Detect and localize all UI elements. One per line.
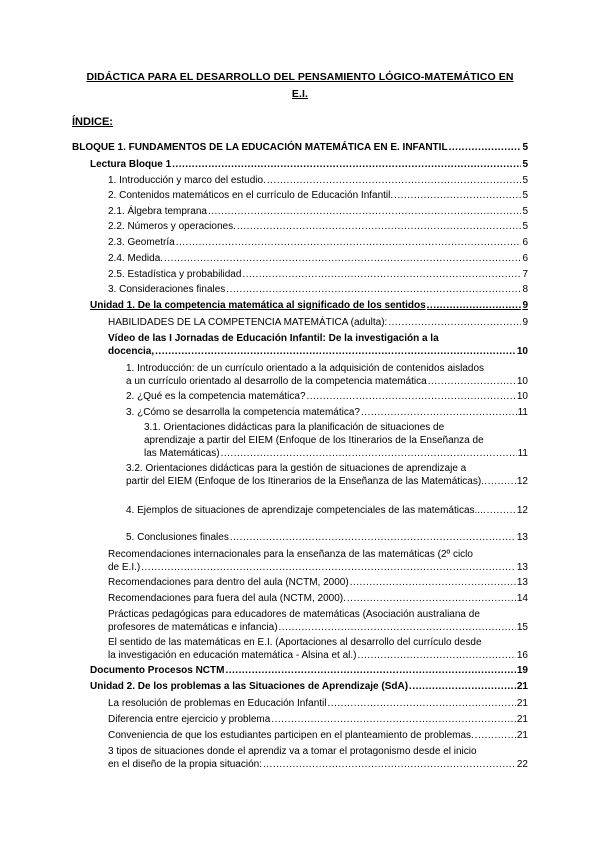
toc-entry[interactable] [108, 592, 528, 605]
toc-entry-title: 3. Consideraciones finales [108, 284, 226, 295]
toc-entry-title-line: 3.2. Orientaciones didácticas para la gestión de situaciones de aprendizaje a [126, 463, 467, 474]
toc-dot-leader [141, 561, 516, 574]
toc-dot-leader [327, 697, 515, 710]
toc-entry-title-line: 3.1. Orientaciones didácticas para la planificación de situaciones de [144, 422, 445, 433]
toc-dot-leader [487, 504, 516, 517]
toc-page-number: 11 [517, 407, 528, 418]
toc-page-number: 21 [516, 730, 528, 741]
toc-entry-last-line [108, 729, 528, 742]
toc-entry-last-line [108, 189, 528, 202]
toc-entry[interactable] [108, 252, 528, 265]
toc-entry-title: Recomendaciones para fuera del aula (NCTM, 2000). [108, 593, 346, 604]
toc-dot-leader [488, 475, 516, 488]
toc-page-number: 5 [522, 142, 528, 153]
toc-dot-leader [242, 268, 521, 281]
toc-page-number: 5 [522, 221, 528, 232]
toc-entry-last-line [90, 680, 528, 693]
toc-dot-leader [164, 252, 521, 265]
toc-page-number: 14 [516, 593, 528, 604]
toc-entry-title: las Matemáticas) [144, 448, 220, 459]
toc-dot-leader [357, 649, 515, 662]
document-title-line-2: E.I. [291, 88, 309, 100]
toc-dot-leader [208, 205, 521, 218]
toc-entry-title: la investigación en educación matemática - Alsina et al.) [108, 650, 357, 661]
toc-entry[interactable] [72, 141, 528, 154]
toc-entry-last-line [108, 621, 528, 634]
toc-entry-last-line [108, 649, 528, 662]
toc-dot-leader [176, 236, 522, 249]
toc-dot-leader [237, 220, 522, 233]
toc-entry-last-line [144, 447, 528, 460]
toc-entry-last-line [126, 531, 528, 544]
toc-dot-leader [263, 758, 516, 771]
toc-page-number: 19 [516, 665, 528, 676]
toc-entry-title: 2.5. Estadística y probabilidad [108, 269, 242, 280]
toc-dot-leader [221, 447, 517, 460]
toc-entry-title: Documento Procesos NCTM [90, 665, 225, 676]
toc-dot-leader [225, 664, 515, 677]
toc-entry[interactable] [108, 220, 528, 233]
toc-entry-title: partir del EIEM (Enfoque de los Itinerarios de la Enseñanza de las Matemáticas).. [126, 476, 487, 487]
toc-dot-leader [172, 158, 521, 171]
toc-page-number: 5 [522, 190, 528, 201]
toc-dot-leader [428, 375, 516, 388]
toc-entry-title-line: Recomendaciones internacionales para la enseñanza de las matemáticas (2º ciclo [108, 549, 473, 560]
toc-page-number: 12 [516, 505, 528, 516]
toc-entry-last-line [108, 174, 528, 187]
toc-entry-title: profesores de matemáticas e infancia) [108, 622, 278, 633]
toc-dot-leader [409, 680, 516, 693]
toc-entry-title: Diferencia entre ejercicio y problema [108, 714, 271, 725]
toc-entry-last-line [126, 390, 528, 403]
toc-entry-last-line [90, 664, 528, 677]
toc-dot-leader [350, 576, 516, 589]
toc-page-number: 13 [516, 532, 528, 543]
toc-entry-title: docencia, [108, 346, 155, 357]
toc-entry[interactable] [108, 332, 528, 358]
toc-page-number: 21 [516, 698, 528, 709]
toc-entry-title-line: 1. Introducción: de un currículo orientado a la adquisición de contenidos aislados [126, 363, 485, 374]
toc-entry-last-line [126, 504, 528, 517]
toc-page-number: 10 [516, 391, 528, 402]
toc-entry-title-line: Vídeo de las I Jornadas de Educación Infantil: De la investigación a la [108, 333, 439, 344]
index-heading: ÍNDICE: [72, 116, 113, 128]
toc-dot-leader [226, 283, 521, 296]
toc-entry[interactable] [108, 713, 528, 726]
toc-entry-title: La resolución de problemas en Educación Infantil [108, 698, 327, 709]
toc-entry[interactable] [108, 548, 528, 574]
toc-entry-title-line: El sentido de las matemáticas en E.I. (Aportaciones al desarrollo del currículo desde [108, 637, 482, 648]
toc-dot-leader [307, 390, 516, 403]
toc-entry[interactable] [108, 205, 528, 218]
toc-entry[interactable] [90, 680, 528, 693]
toc-entry-title: en el diseño de la propia situación: [108, 759, 262, 770]
toc-entry-last-line [126, 406, 528, 419]
toc-page-number: 6 [522, 237, 528, 248]
toc-page-number: 5 [522, 206, 528, 217]
toc-page-number: 13 [516, 562, 528, 573]
toc-page-number: 12 [516, 476, 528, 487]
document-title-line-1: DIDÁCTICA PARA EL DESARROLLO DEL PENSAMIENTO LÓGICO-MATEMÁTICO EN [86, 71, 514, 83]
toc-entry[interactable] [90, 158, 528, 171]
toc-page-number: 21 [516, 714, 528, 725]
toc-entry-title: Lectura Bloque 1 [90, 159, 172, 170]
toc-entry-title: Unidad 2. De los problemas a las Situaciones de Aprendizaje (SdA) [90, 681, 409, 692]
toc-page-number: 15 [516, 622, 528, 633]
toc-entry-title: a un currículo orientado al desarrollo de la competencia matemática [126, 376, 427, 387]
toc-entry-title: 2.1. Álgebra temprana [108, 206, 207, 217]
toc-entry-last-line [108, 283, 528, 296]
toc-page-number: 5 [522, 159, 528, 170]
toc-entry-title: 2. Contenidos matemáticos en el currículo de Educación Infantil. [108, 190, 394, 201]
toc-dot-leader [475, 729, 516, 742]
toc-entry-last-line [108, 205, 528, 218]
toc-page-number: 9 [522, 317, 528, 328]
toc-entry-last-line [90, 299, 528, 312]
toc-entry-title: HABILIDADES DE LA COMPETENCIA MATEMÁTICA (adulta): [108, 317, 388, 328]
toc-entry[interactable] [126, 406, 528, 419]
toc-entry-last-line [108, 236, 528, 249]
toc-entry-title: 2.4. Medida. [108, 253, 164, 264]
toc-entry-title: Recomendaciones para dentro del aula (NCTM, 2000) [108, 577, 349, 588]
toc-entry[interactable] [108, 268, 528, 281]
toc-entry[interactable] [108, 189, 528, 202]
toc-entry-last-line [126, 375, 528, 388]
toc-entry-title: 2. ¿Qué es la competencia matemática? [126, 391, 306, 402]
toc-dot-leader [388, 316, 521, 329]
toc-entry-last-line [72, 141, 528, 154]
toc-entry[interactable] [108, 729, 528, 742]
toc-dot-leader [347, 592, 516, 605]
toc-dot-leader [361, 406, 517, 419]
toc-dot-leader [155, 345, 516, 358]
toc-entry[interactable] [108, 576, 528, 589]
toc-entry-last-line [108, 345, 528, 358]
toc-entry[interactable] [108, 745, 528, 771]
toc-entry[interactable] [108, 636, 528, 662]
toc-entry[interactable] [90, 299, 528, 312]
toc-entry[interactable] [108, 236, 528, 249]
toc-dot-leader [267, 174, 522, 187]
toc-entry-last-line [108, 220, 528, 233]
toc-entry[interactable] [90, 664, 528, 677]
toc-entry-title: Unidad 1. De la competencia matemática al significado de los sentidos [90, 300, 426, 311]
toc-dot-leader [394, 189, 521, 202]
toc-entry-last-line [108, 268, 528, 281]
toc-page-number: 10 [516, 376, 528, 387]
toc-entry[interactable] [126, 531, 528, 544]
toc-entry-title: BLOQUE 1. FUNDAMENTOS DE LA EDUCACIÓN MATEMÁTICA EN E. INFANTIL [72, 142, 448, 153]
toc-entry[interactable] [126, 362, 528, 388]
toc-entry-title: 3. ¿Cómo se desarrolla la competencia matemática? [126, 407, 360, 418]
toc-entry-last-line [108, 758, 528, 771]
toc-page-number: 22 [516, 759, 528, 770]
toc-entry-last-line [108, 713, 528, 726]
toc-dot-leader [279, 621, 516, 634]
toc-entry-title: 4. Ejemplos de situaciones de aprendizaje competenciales de las matemáticas.... [126, 505, 486, 516]
toc-entry-title: 2.2. Números y operaciones. [108, 221, 236, 232]
toc-entry-title: Conveniencia de que los estudiantes participen en el planteamiento de problemas. [108, 730, 474, 741]
toc-entry-title-line: Prácticas pedagógicas para educadores de matemáticas (Asociación australiana de [108, 609, 480, 620]
toc-entry-title-line: 3 tipos de situaciones donde el aprendiz va a tomar el protagonismo desde el inicio [108, 746, 477, 757]
toc-entry-title: 5. Conclusiones finales [126, 532, 229, 543]
toc-page-number: 7 [522, 269, 528, 280]
toc-entry-last-line [108, 592, 528, 605]
toc-entry-title: 2.3. Geometría [108, 237, 175, 248]
document-title [60, 69, 540, 103]
toc-entry[interactable] [108, 283, 528, 296]
toc-page-number: 6 [522, 253, 528, 264]
toc-dot-leader [271, 713, 516, 726]
toc-entry[interactable] [126, 390, 528, 403]
toc-page-number: 9 [522, 300, 528, 311]
toc-dot-leader [427, 299, 522, 312]
toc-entry-title-line: aprendizaje a partir del EIEM (Enfoque de los Itinerarios de la Enseñanza de [144, 435, 484, 446]
toc-entry-last-line [108, 576, 528, 589]
toc-dot-leader [449, 141, 522, 154]
toc-entry[interactable] [144, 421, 528, 460]
toc-entry-title: 1. Introducción y marco del estudio. [108, 175, 266, 186]
toc-dot-leader [230, 531, 516, 544]
toc-page-number: 13 [516, 577, 528, 588]
toc-entry[interactable] [108, 316, 528, 329]
toc-page-number: 10 [516, 346, 528, 357]
toc-page-number: 21 [516, 681, 528, 692]
toc-entry-title: de E.I.) [108, 562, 141, 573]
toc-page-number: 8 [522, 284, 528, 295]
toc-entry[interactable] [126, 462, 528, 488]
toc-entry[interactable] [126, 504, 528, 517]
toc-page-number: 5 [522, 175, 528, 186]
toc-entry-last-line [108, 697, 528, 710]
toc-entry-last-line [108, 252, 528, 265]
toc-entry[interactable] [108, 174, 528, 187]
toc-entry-last-line [126, 475, 528, 488]
toc-entry-last-line [90, 158, 528, 171]
toc-entry[interactable] [108, 608, 528, 634]
toc-page-number: 11 [517, 448, 528, 459]
toc-entry[interactable] [108, 697, 528, 710]
toc-entry-last-line [108, 316, 528, 329]
toc-page-number: 16 [516, 650, 528, 661]
toc-entry-last-line [108, 561, 528, 574]
